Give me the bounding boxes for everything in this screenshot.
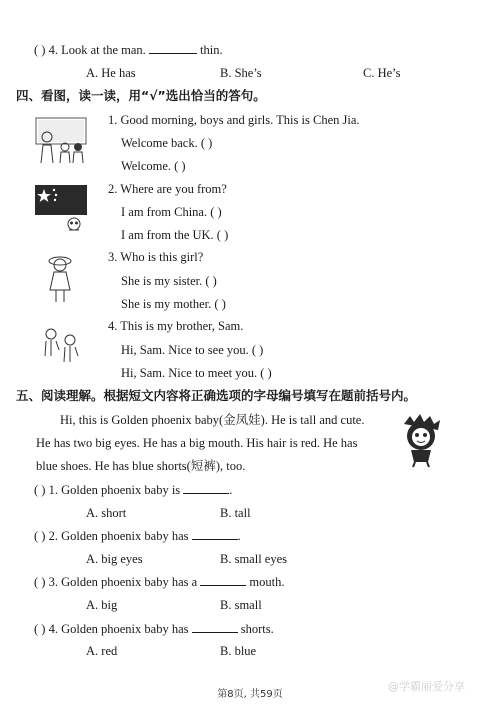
item2-question: 2. Where are you from? xyxy=(108,182,227,196)
answer-paren[interactable]: ( ) xyxy=(34,529,46,543)
page-footer: 第8页, 共59页 xyxy=(217,689,283,700)
item1-question: 1. Good morning, boys and girls. This is Chen Jia. xyxy=(108,113,360,127)
watermark: @学霸丽爱分享 xyxy=(388,680,465,693)
answer-blank xyxy=(192,527,238,540)
item1-option-2[interactable]: Welcome. ( ) xyxy=(121,159,186,173)
answer-blank xyxy=(200,573,246,586)
section5-heading: 五、阅读理解。根据短文内容将正确选项的字母编号填写在题前括号内。 xyxy=(16,388,417,403)
flag-illustration xyxy=(34,184,90,234)
reading-question-3 xyxy=(34,573,284,590)
reading-question-4 xyxy=(34,620,274,637)
reading-question-1 xyxy=(34,481,232,498)
passage-line: He has two big eyes. He has a big mouth. His hair is red. He has xyxy=(36,436,358,450)
option: B. small eyes xyxy=(220,552,288,566)
item4-option-2[interactable]: Hi, Sam. Nice to meet you. ( ) xyxy=(121,366,272,380)
option: A. big xyxy=(86,598,118,612)
option: A. He has xyxy=(86,66,136,80)
brothers-illustration xyxy=(42,326,82,366)
section4-heading: 四、看图，读一读，用“√”选出恰当的答句。 xyxy=(16,88,266,103)
option: A. big eyes xyxy=(86,552,143,566)
item3-question: 3. Who is this girl? xyxy=(108,250,204,264)
question-stem-end: . xyxy=(237,529,241,543)
girl-illustration xyxy=(44,252,76,304)
question-stem: 4. Look at the man. xyxy=(48,43,146,57)
option: B. small xyxy=(220,598,262,612)
question-stem-end: thin. xyxy=(200,43,223,57)
passage-line: blue shoes. He has blue shorts(短裤), too. xyxy=(36,459,246,473)
option: C. He’s xyxy=(363,66,401,80)
reading-question-2 xyxy=(34,527,241,544)
question-stem-end: shorts. xyxy=(240,622,274,636)
item1-option-1[interactable]: Welcome back. ( ) xyxy=(121,136,213,150)
answer-paren: ( ) xyxy=(34,43,46,57)
item4-question: 4. This is my brother, Sam. xyxy=(108,319,244,333)
item4-option-1[interactable]: Hi, Sam. Nice to see you. ( ) xyxy=(121,343,264,357)
golden-phoenix-baby-illustration xyxy=(398,414,444,468)
question-stem: 2. Golden phoenix baby has xyxy=(48,529,189,543)
answer-blank xyxy=(192,620,238,633)
classroom-illustration xyxy=(35,117,87,165)
question-stem: 4. Golden phoenix baby has xyxy=(48,622,189,636)
passage-line: Hi, this is Golden phoenix baby(金凤娃). He is tall and cute. xyxy=(60,413,365,427)
answer-blank[interactable] xyxy=(149,41,197,54)
option: B. tall xyxy=(220,506,251,520)
answer-paren[interactable]: ( ) xyxy=(34,483,46,497)
question-stem-end: mouth. xyxy=(249,575,285,589)
question-stem-end: . xyxy=(229,483,233,497)
option: A. red xyxy=(86,644,118,658)
answer-paren[interactable]: ( ) xyxy=(34,575,46,589)
item3-option-2[interactable]: She is my mother. ( ) xyxy=(121,297,226,311)
item2-option-1[interactable]: I am from China. ( ) xyxy=(121,205,222,219)
option: B. blue xyxy=(220,644,257,658)
question-stem: 3. Golden phoenix baby has a xyxy=(48,575,198,589)
item2-option-2[interactable]: I am from the UK. ( ) xyxy=(121,228,229,242)
option: B. She’s xyxy=(220,66,262,80)
answer-blank xyxy=(183,481,229,494)
item3-option-1[interactable]: She is my sister. ( ) xyxy=(121,274,217,288)
question-stem: 1. Golden phoenix baby is xyxy=(48,483,181,497)
question-top-4 xyxy=(34,41,223,58)
answer-paren[interactable]: ( ) xyxy=(34,622,46,636)
option: A. short xyxy=(86,506,127,520)
